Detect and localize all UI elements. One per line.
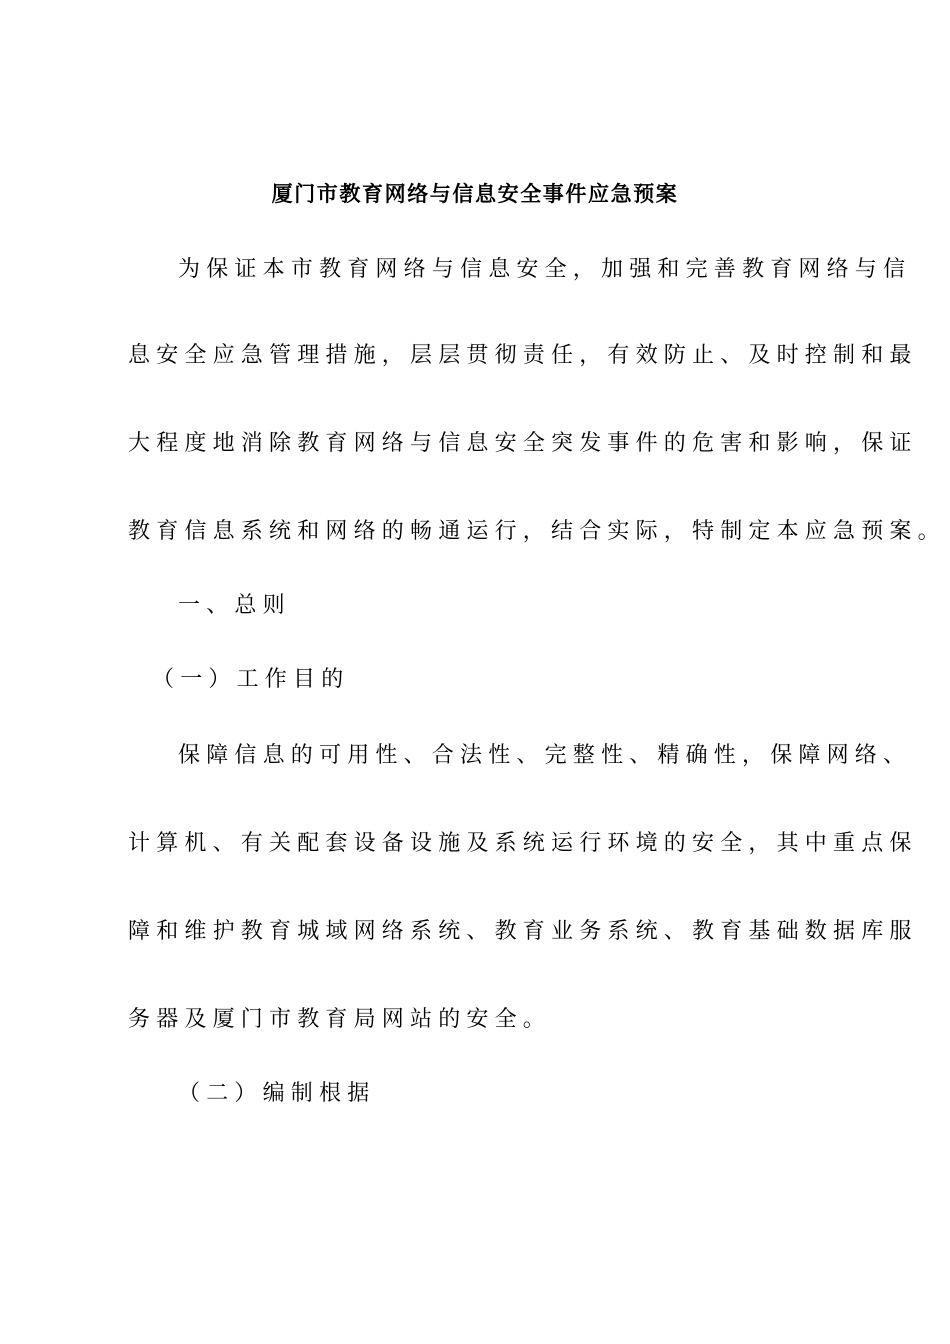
paragraph-purpose-line-4: 务器及厦门市教育局网站的安全。: [128, 1007, 552, 1032]
section-heading-general: 一、总则: [178, 593, 291, 618]
paragraph-purpose-line-2: 计算机、有关配套设备设施及系统运行环境的安全，其中重点保: [128, 831, 918, 856]
subsection-heading-purpose: （一）工作目的: [152, 667, 350, 692]
paragraph-intro-line-4: 教育信息系统和网络的畅通运行，结合实际，特制定本应急预案。: [128, 519, 946, 544]
paragraph-intro-line-2: 息安全应急管理措施，层层贯彻责任，有效防止、及时控制和最: [128, 343, 918, 368]
paragraph-purpose-line-1: 保障信息的可用性、合法性、完整性、精确性，保障网络、: [178, 743, 912, 768]
paragraph-purpose-line-3: 障和维护教育城域网络系统、教育业务系统、教育基础数据库服: [128, 919, 918, 944]
paragraph-intro-line-1: 为保证本市教育网络与信息安全，加强和完善教育网络与信: [178, 257, 912, 282]
subsection-heading-basis: （二）编制根据: [178, 1081, 376, 1106]
document-title: 厦门市教育网络与信息安全事件应急预案: [271, 182, 679, 206]
paragraph-intro-line-3: 大程度地消除教育网络与信息安全突发事件的危害和影响，保证: [128, 431, 918, 456]
